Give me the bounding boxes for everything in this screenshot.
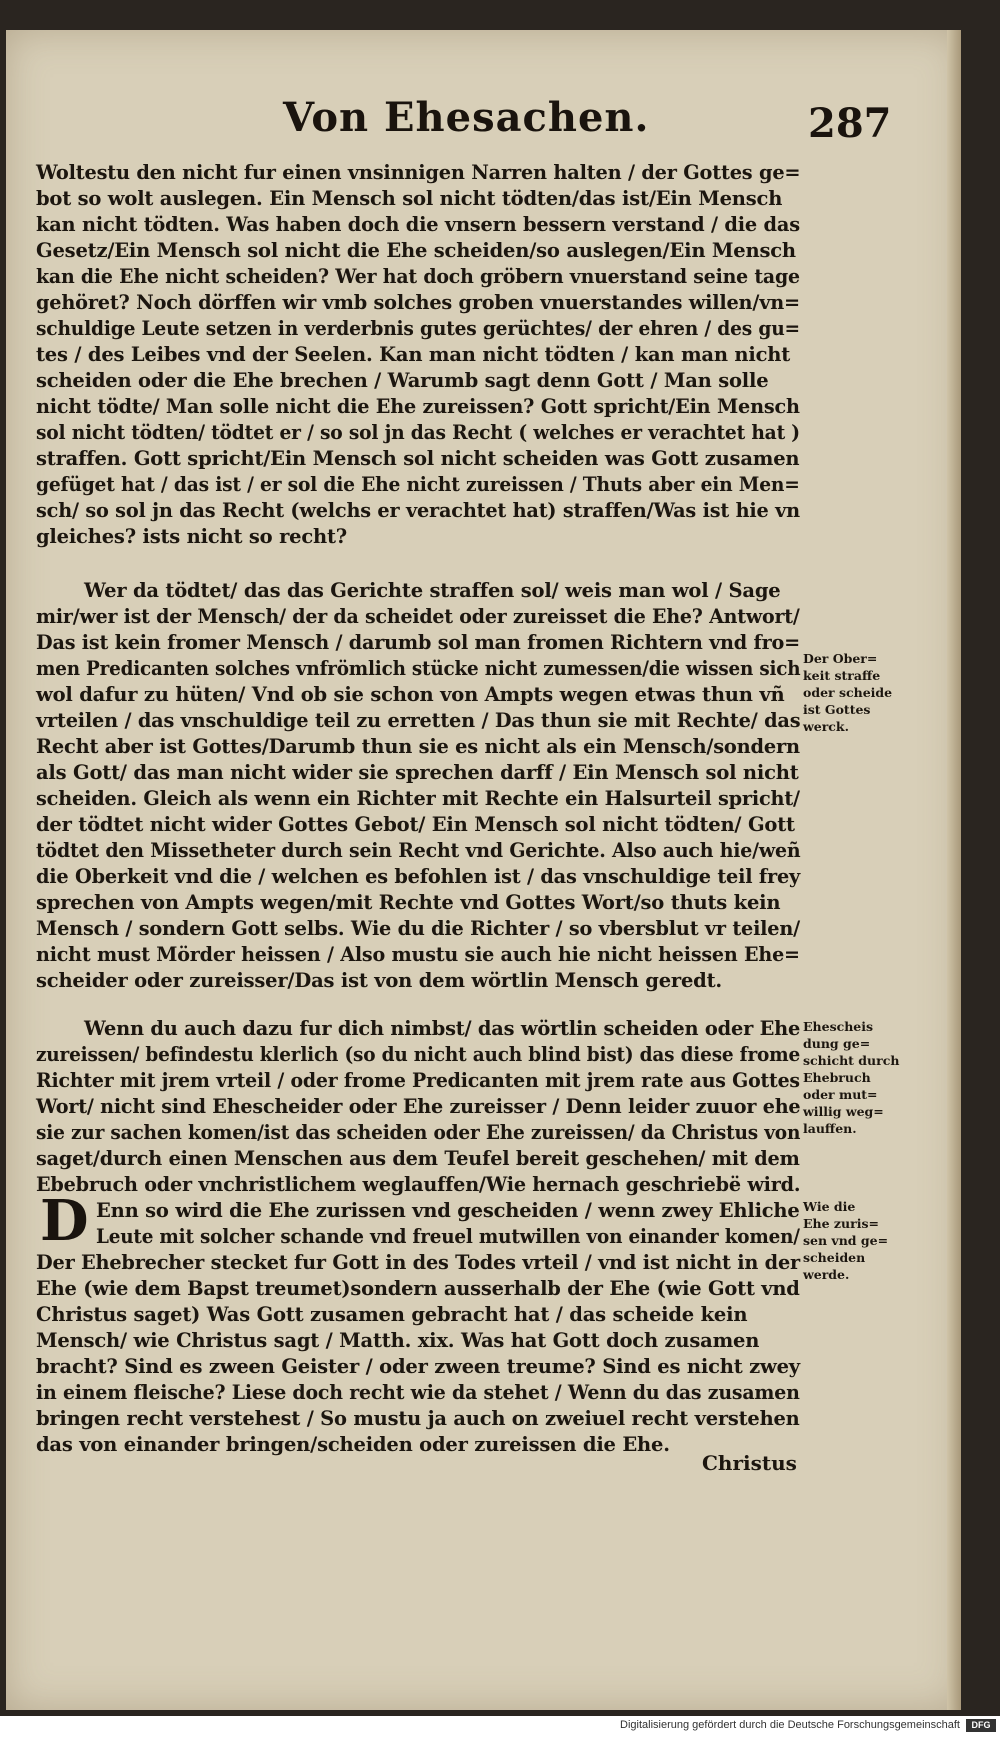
text-line: wol dafur zu hüten/ Vnd ob sie schon von Ampts wegen etwas thun vñ — [36, 683, 785, 706]
text-line: Der Ehebrecher stecket fur Gott in des Todes vrteil / vnd ist nicht in der — [36, 1251, 800, 1274]
text-line: gleiches? ists nicht so recht? — [36, 525, 348, 548]
text-line: bringen recht verstehest / So mustu ja auch on zweiuel recht verstehen — [36, 1407, 800, 1430]
text-line: sprechen von Ampts wegen/mit Rechte vnd Gottes Wort/so thuts kein — [36, 891, 781, 914]
text-line: Ebebruch oder vnchristlichem weglauffen/Wie hernach geschriebë wird. — [36, 1173, 801, 1196]
margin-note-line: Ehebruch — [803, 1070, 871, 1085]
margin-note-line: oder scheide — [803, 685, 893, 700]
text-line: scheiden. Gleich als wenn ein Richter mit Rechte ein Halsurteil spricht/ — [36, 787, 800, 810]
text-line: Mensch / sondern Gott selbs. Wie du die Richter / so vbersblut vr teilen/ — [36, 917, 800, 940]
text-line: Richter mit jrem vrteil / oder frome Predicanten mit jrem rate aus Gottes — [36, 1069, 800, 1092]
text-line: vrteilen / das vnschuldige teil zu erretten / Das thun sie mit Rechte/ das — [36, 709, 801, 732]
text-line: Ehe (wie dem Bapst treumet)sondern ausserhalb der Ehe (wie Gott vnd — [36, 1277, 800, 1300]
text-line: sch/ so sol jn das Recht (welchs er verachtet hat) straffen/Was ist hie vn — [36, 499, 800, 522]
text-line: kan die Ehe nicht scheiden? Wer hat doch gröbern vnuerstand seine tage — [36, 265, 800, 288]
page-edge — [947, 30, 961, 1710]
margin-note-line: werck. — [803, 719, 849, 734]
text-line: Christus saget) Was Gott zusamen gebracht hat / das scheide kein — [36, 1303, 748, 1326]
margin-note-line: sen vnd ge= — [803, 1233, 889, 1248]
margin-note-line: Wie die — [803, 1199, 856, 1214]
text-line: gehöret? Noch dörffen wir vmb solches groben vnuerstandes willen/vn= — [36, 291, 800, 314]
text-line: Woltestu den nicht fur einen vnsinnigen Narren halten / der Gottes ge= — [36, 161, 801, 184]
text-line: Wenn du auch dazu fur dich nimbst/ das wörtlin scheiden oder Ehe — [84, 1017, 801, 1040]
text-line: Mensch/ wie Christus sagt / Matth. xix. Was hat Gott doch zusamen — [36, 1329, 760, 1352]
margin-note-line: dung ge= — [803, 1036, 871, 1051]
text-line: in einem fleische? Liese doch recht wie da stehet / Wenn du das zusamen — [36, 1381, 800, 1404]
text-line: als Gott/ das man nicht wider sie sprechen darff / Ein Mensch sol nicht — [36, 761, 799, 784]
margin-note-line: Der Ober= — [803, 651, 878, 666]
text-line: schuldige Leute setzen in verderbnis gutes gerüchtes/ der ehren / des gu= — [36, 317, 800, 340]
text-line: nicht tödte/ Man solle nicht die Ehe zureissen? Gott spricht/Ein Mensch — [36, 395, 800, 418]
text-line: bracht? Sind es zween Geister / oder zween treume? Sind es nicht zwey — [36, 1355, 800, 1378]
page-number: 287 — [808, 100, 892, 147]
text-line: bot so wolt auslegen. Ein Mensch sol nicht tödten/das ist/Ein Mensch — [36, 187, 783, 210]
margin-note-line: ist Gottes — [803, 702, 871, 717]
text-line: scheiden oder die Ehe brechen / Warumb sagt denn Gott / Man solle — [36, 369, 769, 392]
text-line: sol nicht tödten/ tödtet er / so sol jn das Recht ( welches er verachtet hat ) — [36, 421, 800, 444]
text-line: Wer da tödtet/ das das Gerichte straffen sol/ weis man wol / Sage — [84, 579, 781, 602]
catchword: Christus — [702, 1451, 797, 1475]
margin-note-line: werde. — [803, 1267, 850, 1282]
text-line: der tödtet nicht wider Gottes Gebot/ Ein Mensch sol nicht tödten/ Gott — [36, 813, 795, 836]
margin-note-line: willig weg= — [803, 1104, 884, 1119]
text-line: Leute mit solcher schande vnd freuel mutwillen von einander komen/ — [96, 1225, 800, 1248]
text-line: nicht must Mörder heissen / Also mustu sie auch hie nicht heissen Ehe= — [36, 943, 800, 966]
text-line: straffen. Gott spricht/Ein Mensch sol nicht scheiden was Gott zusamen — [36, 447, 800, 470]
text-line: gefüget hat / das ist / er sol die Ehe nicht zureissen / Thuts aber ein Men= — [36, 473, 800, 496]
footer-credit: Digitalisierung gefördert durch die Deutsche Forschungsgemeinschaft — [620, 1719, 960, 1731]
text-line: zureissen/ befindestu klerlich (so du nicht auch blind bist) das diese frome — [36, 1043, 800, 1066]
text-line: men Predicanten solches vnfrömlich stücke nicht zumessen/die wissen sich — [36, 657, 801, 680]
text-line: Gesetz/Ein Mensch sol nicht die Ehe scheiden/so auslegen/Ein Mensch — [36, 239, 796, 262]
text-line: mir/wer ist der Mensch/ der da scheidet oder zureisset die Ehe? Antwort/ — [36, 605, 800, 628]
margin-note-line: Ehe zuris= — [803, 1216, 879, 1231]
margin-note-line: schicht durch — [803, 1053, 900, 1068]
text-line: scheider oder zureisser/Das ist von dem wörtlin Mensch geredt. — [36, 969, 723, 992]
dfg-logo-icon: DFG — [966, 1719, 996, 1732]
text-line: saget/durch einen Menschen aus dem Teufel bereit geschehen/ mit dem — [36, 1147, 800, 1170]
text-line: das von einander bringen/scheiden oder zureissen die Ehe. — [36, 1433, 670, 1456]
running-title: Von Ehesachen. — [283, 94, 650, 141]
margin-note-line: lauffen. — [803, 1121, 857, 1136]
margin-note-line: oder mut= — [803, 1087, 878, 1102]
text-line: tödtet den Missetheter durch sein Recht vnd Gerichte. Also auch hie/weñ — [36, 839, 801, 862]
text-line: sie zur sachen komen/ist das scheiden oder Ehe zureissen/ da Christus von — [36, 1121, 801, 1144]
text-line: die Oberkeit vnd die / welchen es befohlen ist / das vnschuldige teil frey — [36, 865, 801, 888]
margin-note-line: scheiden — [803, 1250, 866, 1265]
margin-note-line: Ehescheis — [803, 1019, 874, 1034]
text-line: tes / des Leibes vnd der Seelen. Kan man nicht tödten / kan man nicht — [36, 343, 791, 366]
text-line: Enn so wird die Ehe zurissen vnd gescheiden / wenn zwey Ehliche — [96, 1199, 800, 1222]
text-line: Wort/ nicht sind Ehescheider oder Ehe zureisser / Denn leider zuuor ehe — [36, 1095, 801, 1118]
text-line: kan nicht tödten. Was haben doch die vnsern bessern verstand / die das — [36, 213, 800, 236]
text-line: Das ist kein fromer Mensch / darumb sol man fromen Richtern vnd fro= — [36, 631, 800, 654]
drop-cap: D — [40, 1188, 89, 1254]
margin-note-line: keit straffe — [803, 668, 881, 683]
text-line: Recht aber ist Gottes/Darumb thun sie es nicht als ein Mensch/sondern — [36, 735, 800, 758]
